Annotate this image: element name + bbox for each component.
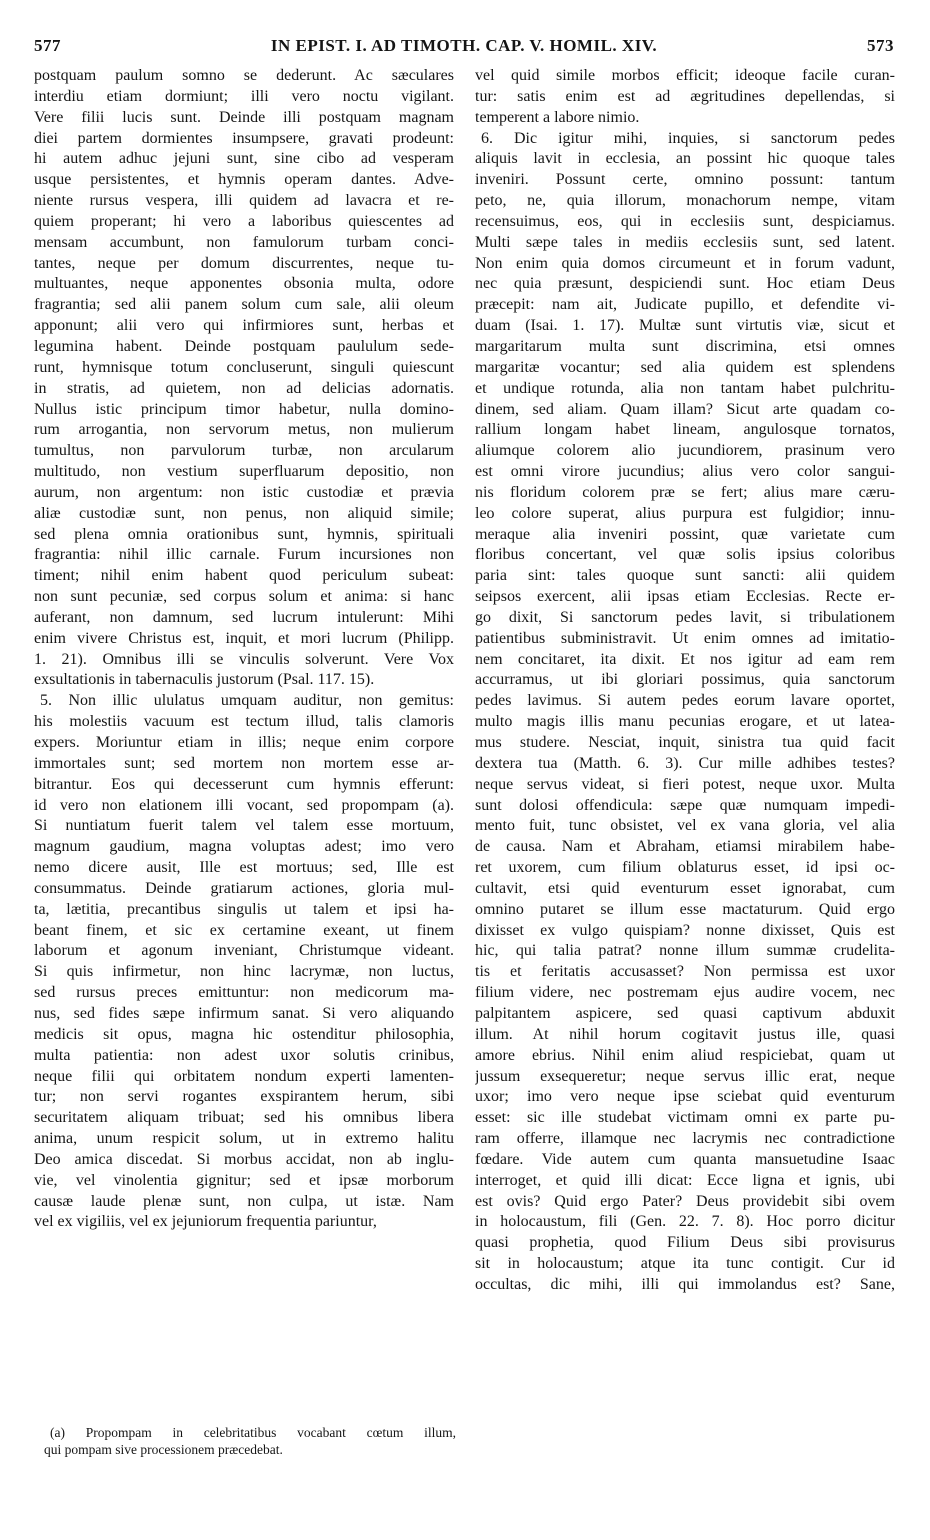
text-line: neque filii qui orbitatem nondum experti lamenten- xyxy=(34,1067,454,1085)
text-line: ram offerre, illamque nec lacrymis nec contradictione xyxy=(475,1130,895,1148)
text-line: quiem properant; hi vero a laboribus quiescentes ad xyxy=(34,212,454,230)
text-line: (a) Propompam in celebritatibus vocabant cœtum illum, xyxy=(50,1425,456,1440)
text-line: paria sint: tales quoque sunt sancti: alii quidem xyxy=(475,567,895,585)
running-header xyxy=(34,36,894,60)
text-line: aliæ custodiæ sunt, non penus, non aliquid simile; xyxy=(34,504,454,522)
text-line: mus studere. Nesciat, inquit, sinistra tua quid facit xyxy=(475,734,895,751)
text-line: securitatem aliquam tribuat; sed his omnibus libera xyxy=(34,1109,454,1127)
text-line: multa patientia: non adest uxor solutis crinibus, xyxy=(34,1046,454,1064)
footnote xyxy=(44,1424,456,1458)
text-line: est ovis? Quid ergo Pater? Deus providebit sibi ovem xyxy=(475,1192,895,1210)
text-line: fragrantia; sed alii panem solum cum sale, alii oleum xyxy=(34,296,454,314)
text-line: medicis sit opus, magna hic ostenditur philosophia, xyxy=(34,1025,454,1043)
text-line: neque servus videat, si fieri potest, neque uxor. Multa xyxy=(475,775,895,793)
text-line: rum arrogantia, non servorum metus, non mulierum xyxy=(34,421,454,439)
text-line: amore ebrius. Nihil enim aliud respiciebat, quam ut xyxy=(475,1046,895,1064)
text-line: recensuimus, eos, qui in ecclesiis sunt, despiciamus. xyxy=(475,212,895,230)
text-line: timent; nihil enim habent quod periculum subeat: xyxy=(34,567,454,585)
text-line: magnum gaudium, magna voluptas adest; imo vero xyxy=(34,838,454,856)
text-line: peto, ne, quia illorum, monachorum nempe, vitam xyxy=(475,192,895,210)
text-line: nemo dicere ausit, Ille est mortuus; sed, Ille est xyxy=(34,859,454,877)
text-line: tumultus, non parvulorum turbæ, non arcularum xyxy=(34,442,454,460)
text-line: filium videre, nec postremam ejus audire vocem, nec xyxy=(475,984,895,1002)
text-line: ta, lætitia, precantibus singulis ut talem et ipsi ha- xyxy=(34,900,454,918)
text-line: interdiu etiam dormiunt; illi vero noctu vigilant. xyxy=(34,87,454,105)
text-line: rallium longam habet lineam, angulosque tornatos, xyxy=(475,421,895,439)
text-line: qui pompam sive processionem præcedebat. xyxy=(44,1442,283,1457)
text-line: tur: satis enim est ad ægritudines depellendas, si xyxy=(475,87,895,105)
text-line: præcepit: nam ait, Judicate pupillo, et defendite vi- xyxy=(475,296,895,314)
text-line: floribus concertant, vel quæ solis ipsius coloribus xyxy=(475,546,895,564)
text-line: nem concitaret, ita dixit. Et nos igitur ad eam rem xyxy=(475,650,895,668)
text-line: nis floridum colorem præ se fert; alius mare cæru- xyxy=(475,483,895,501)
text-line: hic, qui talia patrat? nonne illum summæ crudelita- xyxy=(475,942,895,960)
text-line: mensam accumbunt, non famulorum turbam conci- xyxy=(34,233,454,251)
text-line: seipsos exercent, alii ipsas etiam Ecclesias. Recte er- xyxy=(475,588,895,606)
text-line: temperent a labore nimio. xyxy=(475,108,640,126)
text-line: 1. 21). Omnibus illi se vinculis solverunt. Vere Vox xyxy=(34,650,454,668)
text-line: Non enim quia domos circumeunt et in forum vadunt, xyxy=(475,254,895,272)
text-line: nus, sed fides sæpe infirmum sanat. Si vero aliquando xyxy=(34,1004,454,1022)
text-line: apponunt; alii vero qui infirmiores sunt, herbas et xyxy=(34,317,454,335)
text-line: Si quis infirmetur, non hinc lacrymæ, non luctus, xyxy=(34,963,454,981)
text-line: laborum et agonum inveniant, Christumque videant. xyxy=(34,942,454,960)
running-title: IN EPIST. I. AD TIMOTH. CAP. V. HOMIL. XIV. xyxy=(270,36,658,55)
text-line: diei partem dormientes insumpsere, gravati prodeunt: xyxy=(34,129,454,147)
text-line: consummatus. Deinde gratiarum actiones, gloria mul- xyxy=(34,879,454,897)
text-line: leo colore superat, alius purpura est fulgidior; innu- xyxy=(475,504,895,522)
text-line: vie, vel vinolentia gignitur; sed et ipsæ morborum xyxy=(34,1171,454,1189)
right-text-column xyxy=(475,66,895,1296)
text-line: meraque alia inveniri possint, quæ varietate cum xyxy=(475,525,895,543)
text-line: illum. At nihil horum cogitavit justus ille, quasi xyxy=(475,1025,895,1043)
text-line: palpitantem aspicere, sed quasi captivum abduxit xyxy=(475,1004,895,1022)
text-line: auferant, non damnum, sed lucrum intulerunt: Mihi xyxy=(34,608,454,626)
text-line: fœdare. Vide autem cum quanta mansuetudine Isaac xyxy=(475,1150,895,1168)
text-line: tur; non servi rogantes exspirantem herum, sibi xyxy=(34,1088,454,1106)
text-line: jussum exsequeretur; neque servus illic erat, neque xyxy=(475,1067,895,1085)
text-line: dinem, sed aliam. Quam illam? Sicut arte quadam co- xyxy=(475,400,895,418)
text-line: margaritæ vocantur; sed alia quidem est splendens xyxy=(475,358,895,376)
text-line: pedes lavimus. Si autem pedes eorum lavare oportet, xyxy=(475,692,895,710)
text-line: go dixit, Si sanctorum pedes lavit, si tribulationem xyxy=(475,608,895,626)
text-line: hi autem adhuc jejuni sunt, sine cibo ad vesperam xyxy=(34,150,454,168)
text-line: dextera tua (Matth. 6. 3). Cur mille adhibes testes? xyxy=(475,754,895,772)
text-line: Deo amica discedat. Si morbus accidat, non ab inglu- xyxy=(34,1150,454,1168)
text-line: anima, unum respicit solum, ut in extremo halitu xyxy=(34,1130,454,1148)
text-line: duam (Isai. 1. 17). Multæ sunt virtutis viæ, sicut et xyxy=(475,317,895,335)
text-line: exsultationis in tabernaculis justorum (Psal. 117. 15). xyxy=(34,671,375,689)
text-line: in stratis, ad quietem, non ad delicias adornatis. xyxy=(34,379,454,397)
text-line: sit in holocaustum; atque ita tunc contigit. Cur id xyxy=(475,1255,895,1273)
text-line: aliumque colorem alio jucundiorem, prasinum vero xyxy=(475,442,895,460)
text-line: sunt dolosi offendicula: sæpe quæ numquam impedi- xyxy=(475,796,895,814)
text-line: esset: sic ille studebat victimam omni ex parte pu- xyxy=(475,1109,895,1127)
page-number-left: 577 xyxy=(34,36,61,55)
text-line: immortales sunt; sed mortem non mortem esse ar- xyxy=(34,754,454,772)
text-line: id vero non elationem illi vocant, sed propompam (a). xyxy=(34,796,454,814)
text-line: patientibus subministravit. Ut enim omnes ad imitatio- xyxy=(475,629,895,647)
text-line: de causa. Nam et Abraham, etiamsi mirabilem habe- xyxy=(475,838,895,856)
text-line: tantes, neque per domum discurrentes, neque tu- xyxy=(34,254,454,272)
text-line: enim vivere Christus est, inquit, et mori lucrum (Philipp. xyxy=(34,629,454,647)
text-line: nec quia præsunt, despiciendi sunt. Hoc etiam Deus xyxy=(475,275,895,293)
text-line: occultas, dic mihi, illi qui immolandus est? Sane, xyxy=(475,1275,895,1293)
text-line: runt, hymnisque totum concluserunt, singuli quiescunt xyxy=(34,358,454,376)
text-line: beant finem, et sic ex certamine exeant, ut finem xyxy=(34,921,454,939)
text-line: cultavit, etsi quid eventurum esset ignorabat, cum xyxy=(475,879,895,897)
text-line: multo magis illis manu pecunias erogare, et ut latea- xyxy=(475,713,895,731)
text-line: ret uxorem, cum filium oblaturus esset, id ipsi oc- xyxy=(475,859,895,877)
left-text-column xyxy=(34,66,454,1233)
text-line: Multi sæpe tales in mediis ecclesiis sunt, sed latent. xyxy=(475,233,895,251)
page-number-right: 573 xyxy=(867,36,894,55)
text-line: in holocaustum, fili (Gen. 22. 7. 8). Hoc porro dicitur xyxy=(475,1213,895,1231)
text-line: fragrantia: nihil illic carnale. Furum incursiones non xyxy=(34,546,454,564)
text-line: margaritarum multa sunt discrimina, etsi omnes xyxy=(475,337,895,355)
text-line: uxor; imo vero neque ipse sciebat quid eventurum xyxy=(475,1088,895,1106)
text-line: interroget, et quid illi dicat: Ecce ligna et ignis, ubi xyxy=(475,1171,895,1189)
text-line: accurramus, ut ibi gloriari possimus, quia sanctorum xyxy=(475,671,895,689)
text-line: multuantes, neque apponentes obsonia multa, odore xyxy=(34,275,454,293)
text-line: 5. Non illic ululatus umquam auditur, non gemitus: xyxy=(40,692,454,710)
text-line: est omni virore jucundius; alius vero color sangui- xyxy=(475,463,895,481)
text-line: et undique rotunda, alia non tantam habet pulchritu- xyxy=(475,379,895,397)
text-line: multitudo, non vestium superfluarum depositio, non xyxy=(34,463,454,481)
text-line: postquam paulum somno se dederunt. Ac sæculares xyxy=(34,67,454,84)
text-line: niente rursus vespera, illi quidem ad lavacra et re- xyxy=(34,192,454,210)
text-line: non sunt pecuniæ, sed corpus solum et anima: si hanc xyxy=(34,588,454,606)
text-line: Nullus istic principum timor habetur, nulla domino- xyxy=(34,400,454,418)
text-line: Si nuntiatum fuerit talem vel talem esse mortuum, xyxy=(34,817,454,835)
text-line: sed plena omnia orationibus sunt, hymnis, spirituali xyxy=(34,525,454,543)
text-line: dixisset ex vulgo quispiam? nonne dixisset, Quis est xyxy=(475,921,895,939)
text-line: aurum, non argentum: non istic custodiæ et prævia xyxy=(34,483,454,501)
text-line: bitrantur. Eos qui decesserunt cum hymnis efferunt: xyxy=(34,775,454,793)
text-line: his molestiis vacuum est tectum illud, talis clamoris xyxy=(34,713,454,731)
text-line: quasi prophetia, quod Filium Deus sibi provisurus xyxy=(475,1234,895,1252)
text-line: legumina habent. Deinde postquam paululum sede- xyxy=(34,337,454,355)
text-line: aliquis lavit in ecclesia, an possint hic quoque tales xyxy=(475,150,895,168)
text-line: 6. Dic igitur mihi, inquies, si sanctorum pedes xyxy=(481,129,895,147)
text-line: omnino putaret se illum esse mactaturum. Quid ergo xyxy=(475,900,895,918)
text-line: expers. Moriuntur etiam in illis; neque enim corpore xyxy=(34,734,454,751)
text-line: causæ laude plenæ sunt, non culpa, ut istæ. Nam xyxy=(34,1192,454,1210)
text-line: vel ex vigiliis, vel ex jejuniorum frequentia pariuntur, xyxy=(34,1213,377,1231)
text-line: mento fuit, tunc obsistet, vel ex vana gloria, vel alia xyxy=(475,817,895,835)
text-line: vel quid simile morbos efficit; ideoque facile curan- xyxy=(475,67,895,84)
text-line: tis et feritatis accusasset? Non permissa est uxor xyxy=(475,963,895,981)
text-line: inveniri. Possunt certe, omnino possunt: tantum xyxy=(475,171,895,189)
text-line: sed rursus preces emittuntur: non medicorum ma- xyxy=(34,984,454,1002)
text-line: Vere filii lucis sunt. Deinde illi postquam magnam xyxy=(34,108,454,126)
text-line: usque persistentes, et hymnis operam dantes. Adve- xyxy=(34,171,454,189)
